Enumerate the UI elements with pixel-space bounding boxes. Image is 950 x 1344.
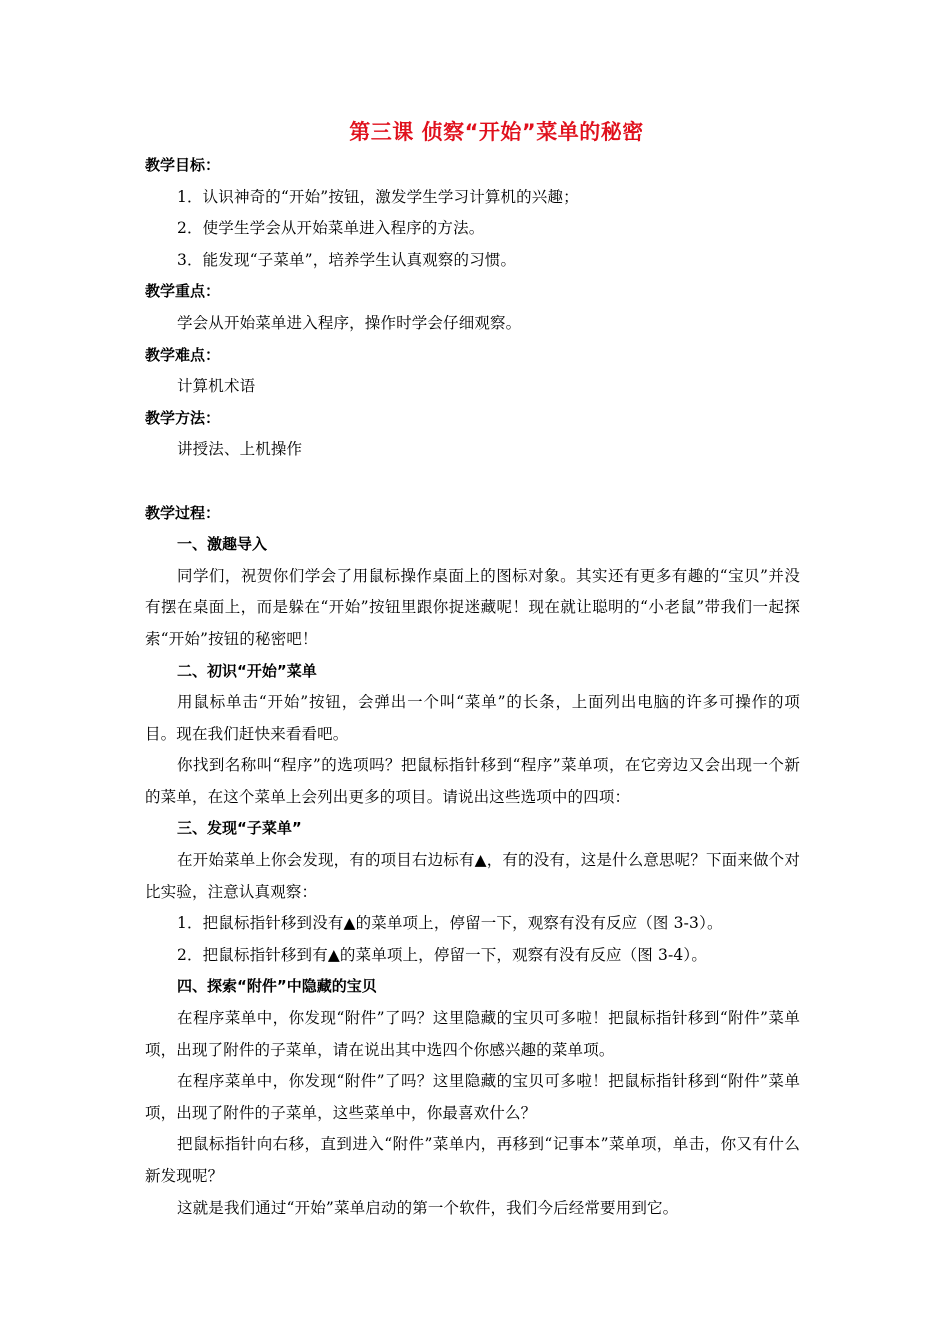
paragraph: 在程序菜单中，你发现“附件”了吗？这里隐藏的宝贝可多啦！把鼠标指针移到“附件”菜单项，出现了附件的子菜单，请在说出其中选四个你感兴趣的菜单项。 (145, 1009, 800, 1059)
objective-item: 1．认识神奇的“开始”按钮，激发学生学习计算机的兴趣； (177, 187, 579, 206)
methods-text: 讲授法、上机操作 (177, 440, 303, 459)
spacer (145, 466, 800, 498)
lesson-content (145, 150, 800, 1224)
paragraph: 这就是我们通过“开始”菜单启动的第一个软件，我们今后经常要用到它。 (177, 1198, 679, 1217)
paragraph: 用鼠标单击“开始”按钮，会弹出一个叫“菜单”的长条，上面列出电脑的许多可操作的项目。现在我们赶快来看看吧。 (145, 693, 800, 743)
paragraph: 在程序菜单中，你发现“附件”了吗？这里隐藏的宝贝可多啦！把鼠标指针移到“附件”菜单项，出现了附件的子菜单，这些菜单中，你最喜欢什么？ (145, 1072, 800, 1122)
paragraph: 在开始菜单上你会发现，有的项目右边标有▲，有的没有，这是什么意思呢？下面来做个对比实验，注意认真观察： (145, 851, 800, 901)
key-points-heading: 教学重点： (145, 282, 221, 301)
section-heading: 二、初识“开始”菜单 (177, 661, 317, 680)
paragraph: 同学们，祝贺你们学会了用鼠标操作桌面上的图标对象。其实还有更多有趣的“宝贝”并没有摆在桌面上，而是躲在“开始”按钮里跟你捉迷藏呢！现在就让聪明的“小老鼠”带我们一起探索“开始”按钮的秘密吧！ (145, 566, 800, 648)
difficulties-text: 计算机术语 (177, 377, 256, 396)
key-points-text: 学会从开始菜单进入程序，操作时学会仔细观察。 (177, 313, 522, 332)
section-heading: 一、激趣导入 (177, 535, 268, 554)
section-heading: 三、发现“子菜单” (177, 819, 302, 838)
objective-item: 2．使学生学会从开始菜单进入程序的方法。 (177, 219, 485, 238)
objectives-heading: 教学目标： (145, 156, 221, 174)
section-heading: 四、探索“附件”中隐藏的宝贝 (177, 977, 377, 996)
paragraph: 2．把鼠标指针移到有▲的菜单项上，停留一下，观察有没有反应（图 3-4）。 (177, 945, 707, 964)
paragraph: 你找到名称叫“程序”的选项吗？把鼠标指针移到“程序”菜单项，在它旁边又会出现一个新的菜单，在这个菜单上会列出更多的项目。请说出这些选项中的四项： (145, 756, 800, 806)
lesson-title: 第三课 侦察“开始”菜单的秘密 (349, 120, 644, 144)
paragraph: 1．把鼠标指针移到没有▲的菜单项上，停留一下，观察有没有反应（图 3-3）。 (177, 914, 723, 933)
objective-item: 3．能发现“子菜单”，培养学生认真观察的习惯。 (177, 250, 517, 269)
process-heading: 教学过程： (145, 503, 221, 522)
paragraph: 把鼠标指针向右移，直到进入“附件”菜单内，再移到“记事本”菜单项，单击，你又有什么新发现呢？ (145, 1135, 800, 1185)
methods-heading: 教学方法： (145, 408, 221, 427)
difficulties-heading: 教学难点： (145, 345, 221, 364)
